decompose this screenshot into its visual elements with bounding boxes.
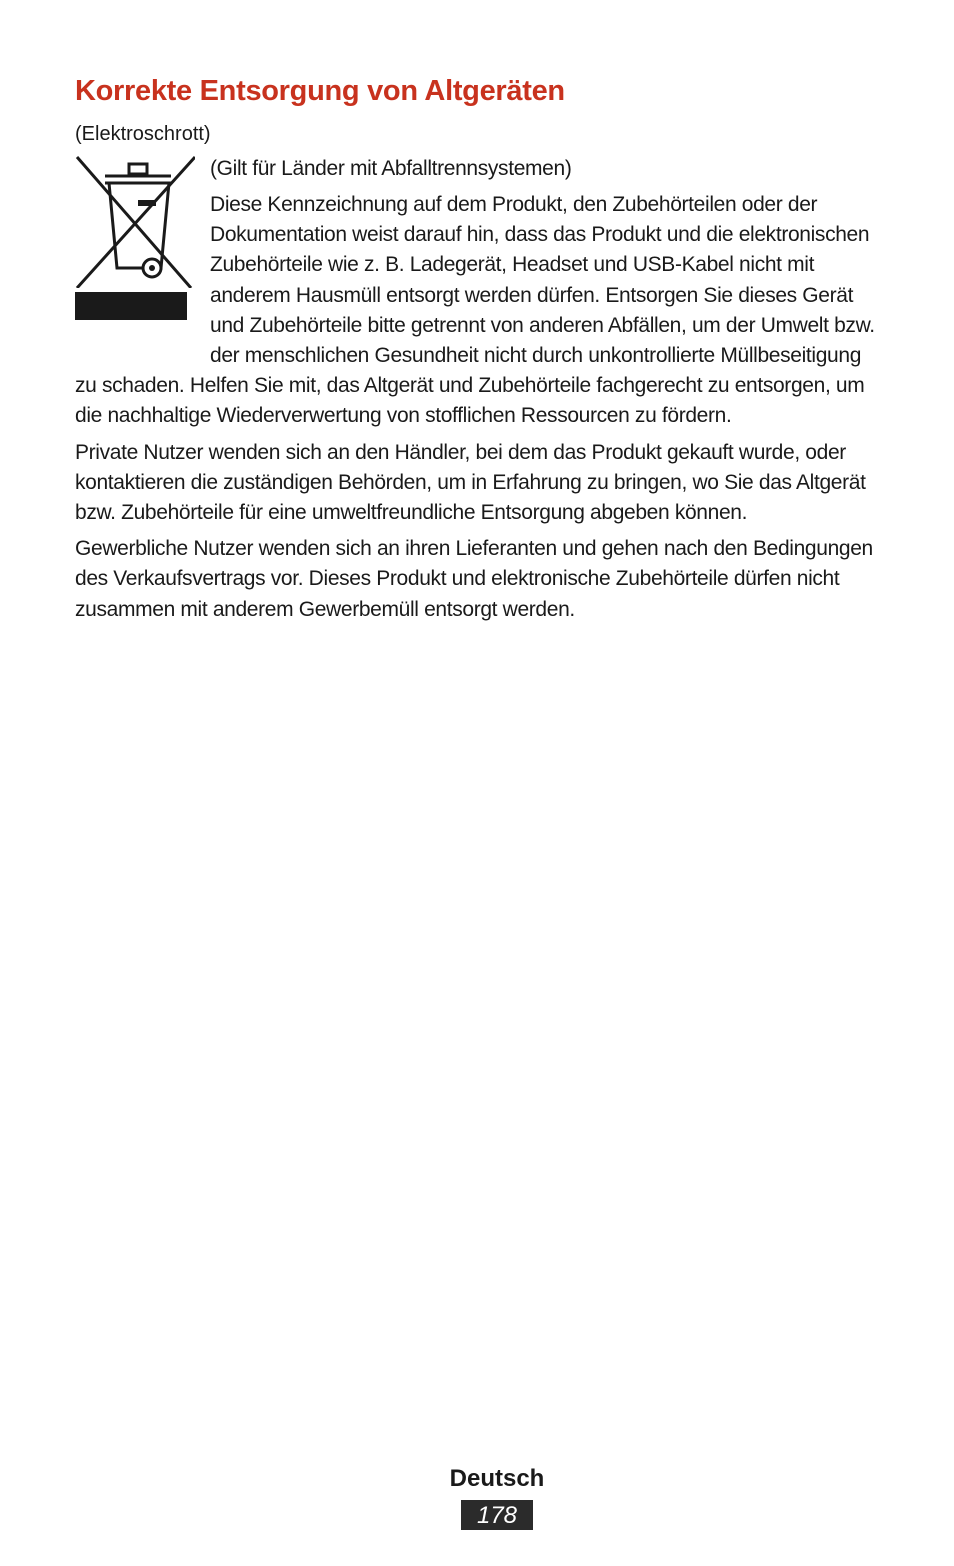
section-subtitle: (Elektroschrott) bbox=[75, 123, 211, 145]
crossed-out-wheelie-bin-icon bbox=[75, 156, 195, 288]
weee-notice bbox=[75, 154, 875, 432]
weee-underline-bar bbox=[75, 292, 187, 320]
applies-note: (Gilt für Länder mit Abfalltrennsystemen) bbox=[210, 157, 572, 180]
page-content bbox=[75, 70, 875, 631]
paragraph-private-users: Private Nutzer wenden sich an den Händler, bei dem das Produkt gekauft wurde, oder kontaktieren die zuständigen Behörden, um in Erfahrung zu bringen, wo Sie das Altgerät bzw. Zubehörteile für eine umweltfreundliche Entsorgung abgeben können. bbox=[75, 440, 866, 525]
paragraph-marking: Diese Kennzeichnung auf dem Produkt, den Zubehörteilen oder der Dokumentation weist darauf hin, dass das Produkt und die elektronischen Zubehörteile wie z. B. Ladegerät, Headset und USB-Kabel nicht mit anderem Hausmüll entsorgt werden dürfen. Entsorgen Sie dieses Gerät und Zubehörteile bitte getrennt von anderen Abfällen, um der Umwelt bzw. der menschlichen Gesundheit nicht durch unkontrollierte Müllbeseitigung zu schaden. Helfen Sie mit, das Altgerät und Zubehörteile fachgerecht zu entsorgen, um die nachhaltige Wiederverwertung von stofflichen Ressourcen zu fördern. bbox=[75, 193, 875, 428]
weee-symbol bbox=[75, 156, 195, 356]
footer-language: Deutsch bbox=[449, 1465, 545, 1492]
page-number: 178 bbox=[461, 1500, 533, 1530]
page-footer bbox=[0, 1462, 954, 1530]
paragraph-commercial-users: Gewerbliche Nutzer wenden sich an ihren Lieferanten und gehen nach den Bedingungen des Verkaufsvertrags vor. Dieses Produkt und elektronische Zubehörteile dürfen nicht zusammen mit anderem Gewerbemüll entsorgt werden. bbox=[75, 537, 873, 621]
section-title: Korrekte Entsorgung von Altgeräten bbox=[75, 75, 565, 107]
